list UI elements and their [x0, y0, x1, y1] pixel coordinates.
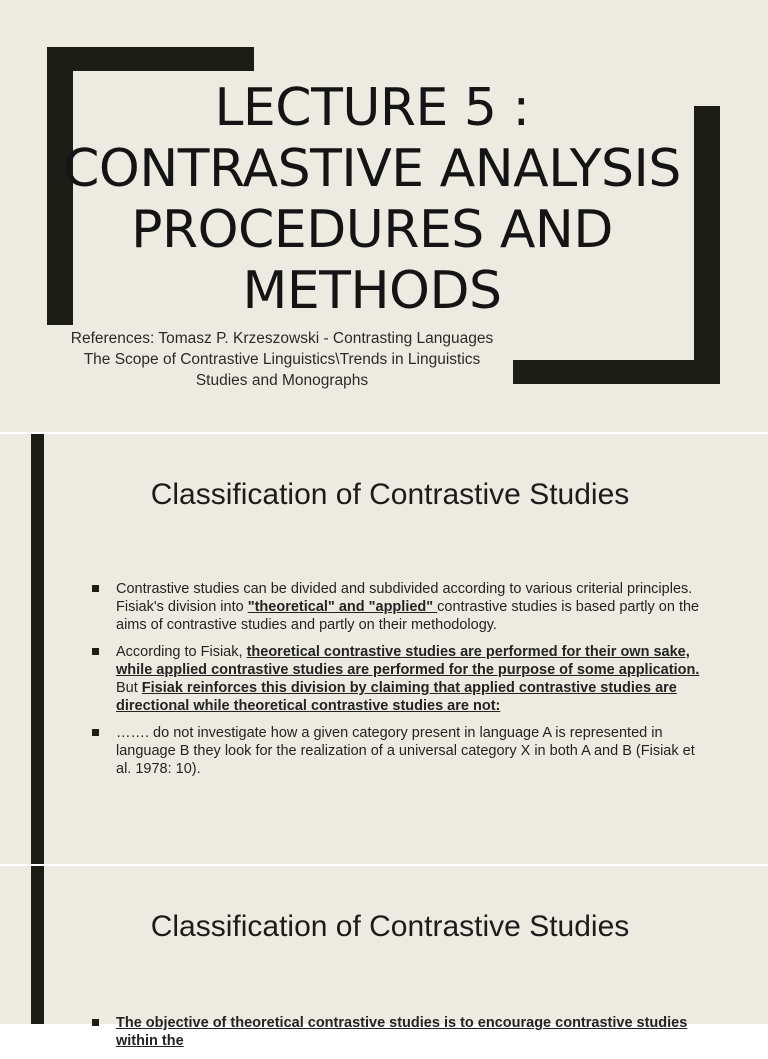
- title-line-4: METHODS: [242, 261, 502, 321]
- underlined-text: Fisiak reinforces this division by claiming that applied contrastive studies are directional while theoretical contrastive studies are not:: [116, 680, 677, 714]
- square-bullet-icon: [92, 1019, 99, 1026]
- reference-line-2: The Scope of Contrastive Linguistics\Trends in Linguistics: [83, 351, 481, 368]
- bullet-text: ……. do not investigate how a given category present in language A is represented in language B they look for the realization of a universal category X in both A and B (Fisiak et al. 1978: 10).: [116, 725, 695, 777]
- bullet-list: [90, 1014, 700, 1059]
- accent-bar: [31, 866, 44, 1024]
- references: [46, 328, 518, 391]
- list-item: [90, 1014, 700, 1050]
- title-line-3: PROCEDURES AND: [131, 200, 613, 260]
- bullet-text: contrastive studies is based partly on the aims of contrastive studies and partly on their methodology.: [116, 599, 700, 633]
- bracket-bottom-right-vertical: [694, 106, 720, 384]
- bracket-top-left-horizontal: [47, 47, 254, 71]
- reference-line-1: References: Tomasz P. Krzeszowski - Contrasting Languages: [70, 330, 494, 347]
- bullet-text: But: [116, 680, 142, 696]
- square-bullet-icon: [92, 648, 99, 655]
- bullet-text: Contrastive studies can be divided and subdivided according to various criterial principles. Fisiak's division into: [116, 581, 693, 615]
- square-bullet-icon: [92, 729, 99, 736]
- slide-heading: Classification of Contrastive Studies: [150, 478, 630, 511]
- square-bullet-icon: [92, 585, 99, 592]
- list-item: [90, 643, 700, 715]
- slide-heading: Classification of Contrastive Studies: [150, 910, 630, 943]
- underlined-text: theoretical contrastive studies are performed for their own sake, while applied contrastive studies are performed for the purpose of some application.: [116, 644, 700, 678]
- slide-title: [60, 78, 684, 322]
- list-item: [90, 580, 700, 634]
- list-item: [90, 724, 700, 778]
- bullet-list: [90, 580, 700, 787]
- content-slide-1: [0, 434, 768, 864]
- accent-bar: [31, 434, 44, 864]
- content-slide-2: [0, 866, 768, 1049]
- reference-line-3: Studies and Monographs: [195, 372, 369, 389]
- underlined-text: "theoretical" and "applied": [247, 599, 438, 615]
- title-line-2: CONTRASTIVE ANALYSIS: [63, 139, 681, 199]
- title-slide: [0, 0, 768, 432]
- title-line-1: LECTURE 5 :: [214, 78, 530, 138]
- underlined-text: The objective of theoretical contrastive studies is to encourage contrastive studies within the: [116, 1015, 688, 1049]
- bracket-bottom-right-horizontal: [513, 360, 720, 384]
- bullet-text: According to Fisiak,: [116, 644, 247, 660]
